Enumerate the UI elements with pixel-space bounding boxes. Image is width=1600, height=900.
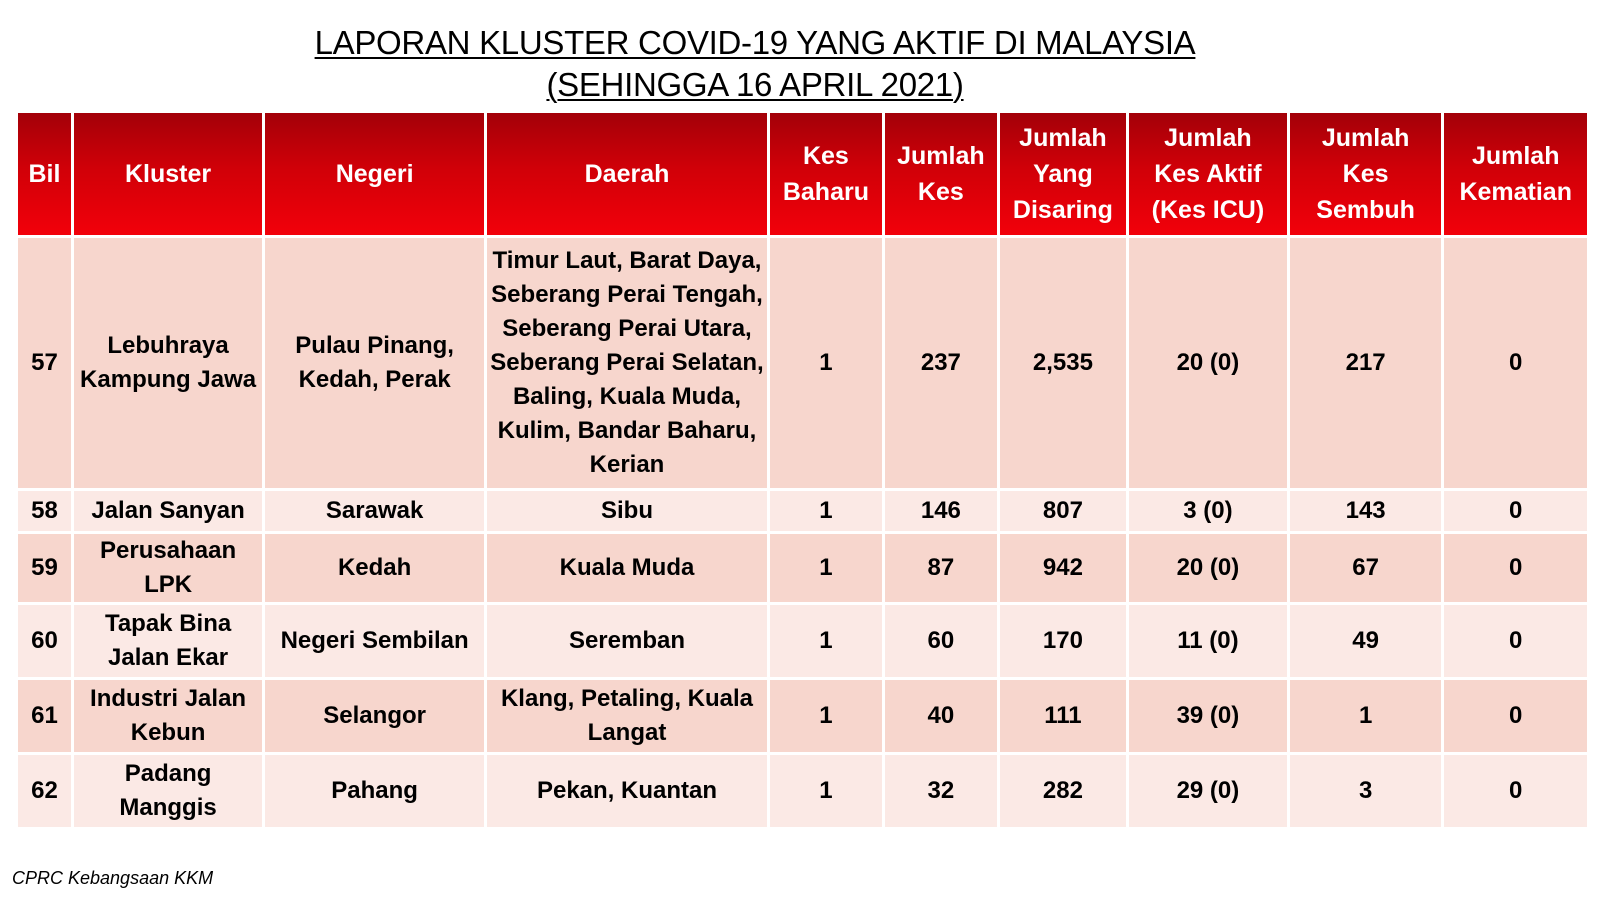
cell-jumlah-kes: 32 xyxy=(885,755,997,827)
title-line-1: LAPORAN KLUSTER COVID-19 YANG AKTIF DI MALAYSIA xyxy=(314,24,1196,61)
table-row xyxy=(18,534,1587,602)
cell-kluster: Perusahaan LPK xyxy=(74,534,262,602)
header-negeri: Negeri xyxy=(265,113,484,235)
header-jumlah-kes: Jumlah Kes xyxy=(885,113,997,235)
header-kluster: Kluster xyxy=(74,113,262,235)
cell-daerah: Timur Laut, Barat Daya, Seberang Perai Tengah, Seberang Perai Utara, Seberang Perai Selatan, Baling, Kuala Muda, Kulim, Bandar Baharu, Kerian xyxy=(487,238,767,488)
table-row xyxy=(18,238,1587,488)
cell-jumlah-disaring: 111 xyxy=(1000,680,1126,752)
cell-bil: 60 xyxy=(18,605,71,677)
header-daerah: Daerah xyxy=(487,113,767,235)
cell-kluster: Industri Jalan Kebun xyxy=(74,680,262,752)
cell-negeri: Kedah xyxy=(265,534,484,602)
cell-kes-sembuh: 3 xyxy=(1290,755,1442,827)
cell-kes-aktif: 20 (0) xyxy=(1129,534,1287,602)
cell-kematian: 0 xyxy=(1444,755,1587,827)
cell-kes-sembuh: 143 xyxy=(1290,491,1442,531)
cell-kes-aktif: 3 (0) xyxy=(1129,491,1287,531)
cell-daerah: Kuala Muda xyxy=(487,534,767,602)
header-kes-sembuh: Jumlah Kes Sembuh xyxy=(1290,113,1442,235)
cell-jumlah-disaring: 282 xyxy=(1000,755,1126,827)
cell-kematian: 0 xyxy=(1444,534,1587,602)
cell-daerah: Pekan, Kuantan xyxy=(487,755,767,827)
cell-jumlah-disaring: 807 xyxy=(1000,491,1126,531)
cell-negeri: Pahang xyxy=(265,755,484,827)
cell-kematian: 0 xyxy=(1444,680,1587,752)
table-row xyxy=(18,491,1587,531)
cell-kematian: 0 xyxy=(1444,491,1587,531)
cell-daerah: Sibu xyxy=(487,491,767,531)
cell-kes-baharu: 1 xyxy=(770,605,882,677)
cell-jumlah-kes: 146 xyxy=(885,491,997,531)
cell-jumlah-kes: 40 xyxy=(885,680,997,752)
cell-negeri: Selangor xyxy=(265,680,484,752)
cell-bil: 61 xyxy=(18,680,71,752)
cell-bil: 57 xyxy=(18,238,71,488)
cell-kes-sembuh: 1 xyxy=(1290,680,1442,752)
cell-kes-baharu: 1 xyxy=(770,680,882,752)
table-row xyxy=(18,605,1587,677)
cell-jumlah-kes: 237 xyxy=(885,238,997,488)
cell-kematian: 0 xyxy=(1444,605,1587,677)
header-jumlah-disaring: Jumlah Yang Disaring xyxy=(1000,113,1126,235)
cell-jumlah-disaring: 170 xyxy=(1000,605,1126,677)
cell-kes-aktif: 20 (0) xyxy=(1129,238,1287,488)
cell-kes-sembuh: 67 xyxy=(1290,534,1442,602)
cell-jumlah-disaring: 2,535 xyxy=(1000,238,1126,488)
report-title xyxy=(0,22,1600,106)
cell-bil: 58 xyxy=(18,491,71,531)
cell-kes-aktif: 29 (0) xyxy=(1129,755,1287,827)
cell-kluster: Padang Manggis xyxy=(74,755,262,827)
header-bil: Bil xyxy=(18,113,71,235)
cell-kes-sembuh: 49 xyxy=(1290,605,1442,677)
cell-jumlah-kes: 87 xyxy=(885,534,997,602)
cell-kes-baharu: 1 xyxy=(770,491,882,531)
cell-kes-sembuh: 217 xyxy=(1290,238,1442,488)
header-kes-baharu: Kes Baharu xyxy=(770,113,882,235)
cell-kluster: Tapak Bina Jalan Ekar xyxy=(74,605,262,677)
cell-negeri: Negeri Sembilan xyxy=(265,605,484,677)
cell-kes-baharu: 1 xyxy=(770,755,882,827)
cell-kes-aktif: 11 (0) xyxy=(1129,605,1287,677)
cell-kes-aktif: 39 (0) xyxy=(1129,680,1287,752)
table-row xyxy=(18,680,1587,752)
cell-jumlah-kes: 60 xyxy=(885,605,997,677)
title-line-2: (SEHINGGA 16 APRIL 2021) xyxy=(546,66,964,103)
cell-kematian: 0 xyxy=(1444,238,1587,488)
cluster-table xyxy=(15,110,1590,830)
cell-kluster: Jalan Sanyan xyxy=(74,491,262,531)
cell-daerah: Klang, Petaling, Kuala Langat xyxy=(487,680,767,752)
source-footer: CPRC Kebangsaan KKM xyxy=(12,868,214,888)
header-kes-aktif: Jumlah Kes Aktif (Kes ICU) xyxy=(1129,113,1287,235)
header-kematian: Jumlah Kematian xyxy=(1444,113,1587,235)
cell-kes-baharu: 1 xyxy=(770,534,882,602)
cell-daerah: Seremban xyxy=(487,605,767,677)
cell-negeri: Sarawak xyxy=(265,491,484,531)
table-header-row xyxy=(18,113,1587,235)
cell-kes-baharu: 1 xyxy=(770,238,882,488)
cell-jumlah-disaring: 942 xyxy=(1000,534,1126,602)
cell-kluster: Lebuhraya Kampung Jawa xyxy=(74,238,262,488)
cell-bil: 62 xyxy=(18,755,71,827)
table-row xyxy=(18,755,1587,827)
cell-bil: 59 xyxy=(18,534,71,602)
cell-negeri: Pulau Pinang, Kedah, Perak xyxy=(265,238,484,488)
